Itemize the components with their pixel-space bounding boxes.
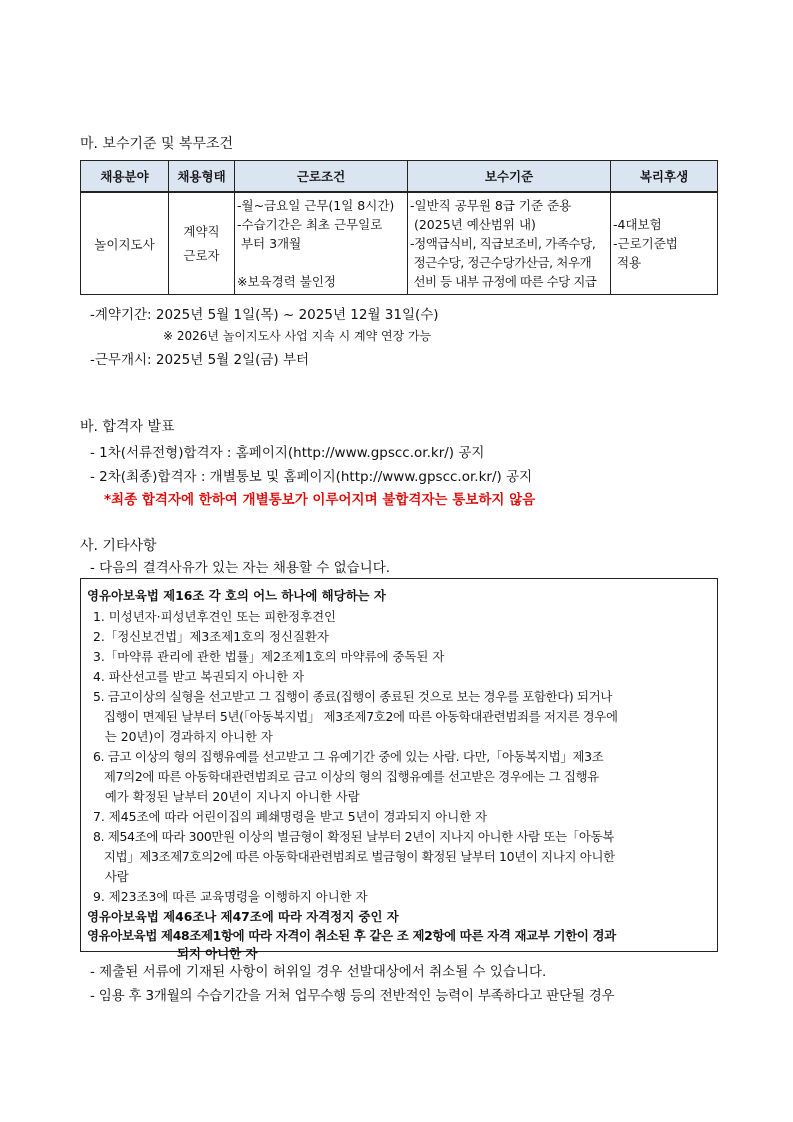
header-pay: 보수기준 xyxy=(408,161,611,193)
cell-type xyxy=(169,192,235,295)
list-item: 예가 확정된 날부터 20년이 지나지 아니한 사람 xyxy=(93,789,360,804)
condition-line: 부터 3개월 xyxy=(237,236,302,251)
pay-conditions-table xyxy=(80,160,718,295)
condition-note: ※보육경력 불인정 xyxy=(237,274,336,289)
welfare-line: 적용 xyxy=(613,255,642,270)
condition-spacer xyxy=(237,253,407,272)
section-title-announcement: 바. 합격자 발표 xyxy=(80,419,175,435)
box-bold-line: 영유아보육법 제48조제1항에 따라 자격이 취소된 후 같은 조 제2항에 따른 자격 재교부 기한이 경과 xyxy=(87,928,616,943)
list-item: 4. 파산선고를 받고 복권되지 아니한 자 xyxy=(93,669,305,684)
list-item: 3.「마약류 관리에 관한 법률」제2조제1호의 마약류에 중독된 자 xyxy=(93,649,445,664)
condition-line: -수습기간은 최초 근무일로 xyxy=(237,217,383,232)
pay-line: (2025년 예산범위 내) xyxy=(410,217,536,232)
contract-period: -계약기간: 2025년 5월 1일(목) ~ 2025년 12월 31일(수) xyxy=(90,307,439,323)
other-intro: - 다음의 결격사유가 있는 자는 채용할 수 없습니다. xyxy=(90,560,391,576)
list-item: 집행이 면제된 날부터 5년(「아동복지법」 제3조제7호2에 따른 아동학대관련범죄를 저지른 경우에 xyxy=(93,709,618,724)
header-type: 채용형태 xyxy=(169,161,235,193)
pay-line: 정근수당, 정근수당가산금, 처우개 xyxy=(410,255,592,270)
list-item: 8. 제54조에 따라 300만원 이상의 벌금형이 확정된 날부터 2년이 지나지 아니한 사람 또는「아동복 xyxy=(93,829,614,844)
box-heading: 영유아보육법 제16조 각 호의 어느 하나에 해당하는 자 xyxy=(87,588,386,603)
type-line: 계약직 xyxy=(183,223,220,239)
welfare-line: -근로기준법 xyxy=(613,236,678,251)
condition-line: -월~금요일 근무(1일 8시간) xyxy=(237,198,395,213)
list-item: 사람 xyxy=(93,869,129,884)
section-title-pay: 마. 보수기준 및 복무조건 xyxy=(80,136,234,152)
cell-pay xyxy=(408,192,611,295)
list-item: 6. 금고 이상의 형의 집행유예를 선고받고 그 유예기간 중에 있는 사람. 다만,「아동복지법」제3조 xyxy=(93,749,604,764)
header-field: 채용분야 xyxy=(81,161,169,193)
cell-field: 놀이지도사 xyxy=(81,192,169,295)
list-item: 지법」제3조제7호의2에 따른 아동학대관련범죄로 벌금형이 확정된 날부터 10년이 지나지 아니한 xyxy=(93,849,615,864)
table-row xyxy=(81,192,718,295)
other-note-2: - 임용 후 3개월의 수습기간을 거쳐 업무수행 등의 전반적인 능력이 부족하다고 판단될 경우 xyxy=(90,988,615,1004)
table-header-row xyxy=(81,161,718,193)
list-item: 9. 제23조3에 따른 교육명령을 이행하지 아니한 자 xyxy=(93,889,368,904)
pay-line: -일반직 공무원 8급 기준 준용 xyxy=(410,198,572,213)
cell-welfare xyxy=(611,192,718,295)
cell-conditions xyxy=(235,192,408,295)
list-item: 5. 금고이상의 실형을 선고받고 그 집행이 종료(집행이 종료된 것으로 보는 경우를 포함한다) 되거나 xyxy=(93,689,613,704)
list-item: 7. 제45조에 따라 어린이집의 폐쇄명령을 받고 5년이 경과되지 아니한 자 xyxy=(93,809,488,824)
disqualification-box xyxy=(80,578,718,961)
box-bold-line: 영유아보육법 제46조나 제47조에 따라 자격정지 중인 자 xyxy=(87,909,399,924)
section-title-other: 사. 기타사항 xyxy=(80,538,157,554)
box-bold-line: 되지 아니한 자 xyxy=(177,946,258,961)
other-note-1: - 제출된 서류에 기재된 사항이 허위일 경우 선발대상에서 취소될 수 있습니다. xyxy=(90,964,547,980)
start-date: -근무개시: 2025년 5월 2일(금) 부터 xyxy=(90,352,310,368)
list-item: 1. 미성년자·피성년후견인 또는 피한정후견인 xyxy=(93,609,337,624)
list-item: 2.「정신보건법」제3조제1호의 정신질환자 xyxy=(93,629,329,644)
pay-line: 선비 등 내부 규정에 따른 수당 지급 xyxy=(410,274,597,289)
welfare-line: -4대보험 xyxy=(613,217,662,232)
pay-line: -정액급식비, 직급보조비, 가족수당, xyxy=(410,236,596,251)
header-conditions: 근로조건 xyxy=(235,161,408,193)
announcement-notice: *최종 합격자에 한하여 개별통보가 이루어지며 불합격자는 통보하지 않음 xyxy=(104,492,536,508)
header-welfare: 복리후생 xyxy=(611,161,718,193)
contract-note: ※ 2026년 놀이지도사 사업 지속 시 계약 연장 가능 xyxy=(163,329,432,343)
announcement-line-2: - 2차(최종)합격자 : 개별통보 및 홈페이지(http://www.gpscc.or.kr/) 공지 xyxy=(90,469,533,485)
type-line: 근로자 xyxy=(183,247,220,263)
announcement-line-1: - 1차(서류전형)합격자 : 홈페이지(http://www.gpscc.or.kr/) 공지 xyxy=(90,445,485,461)
list-item: 제7의2에 따른 아동학대관련범죄로 금고 이상의 형의 집행유예를 선고받은 경우에는 그 집행유 xyxy=(93,769,599,784)
list-item: 는 20년)이 경과하지 아니한 자 xyxy=(93,729,273,744)
